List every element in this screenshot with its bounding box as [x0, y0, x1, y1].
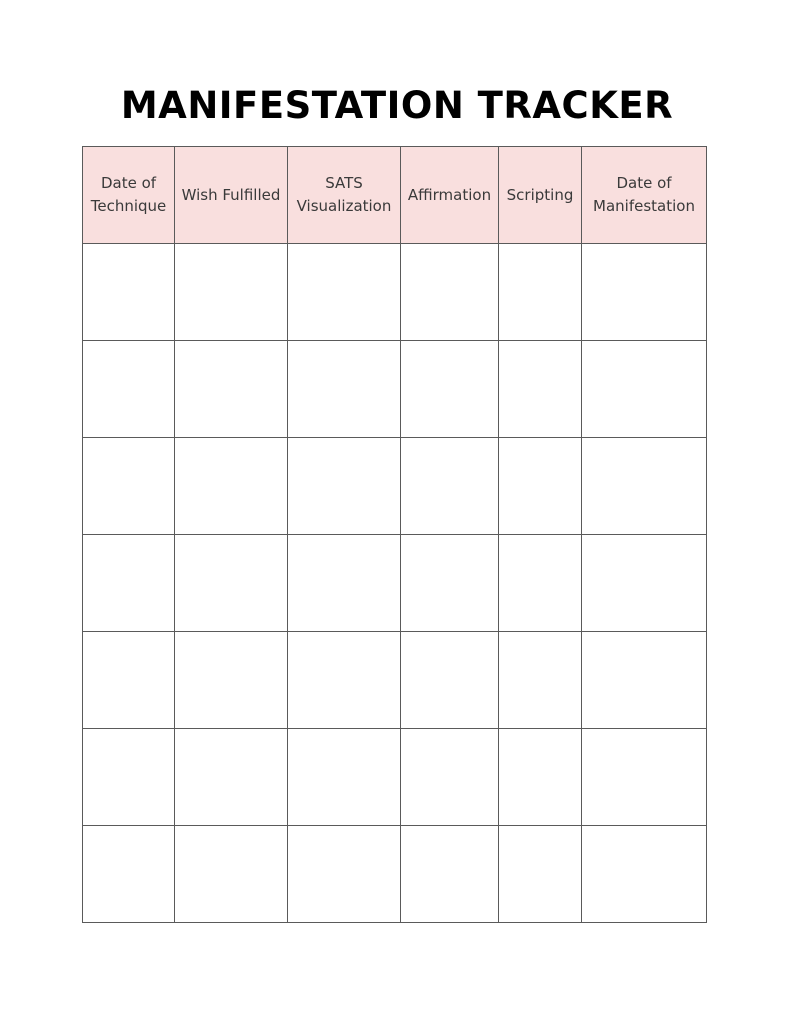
table-cell[interactable] [175, 729, 288, 826]
header-label: Affirmation [407, 185, 492, 204]
page-title: MANIFESTATION TRACKER [120, 84, 674, 127]
table-cell[interactable] [175, 632, 288, 729]
table-cell[interactable] [582, 826, 707, 923]
header-affirmation [401, 147, 499, 244]
table-cell[interactable] [401, 438, 499, 535]
table-row [83, 535, 707, 632]
table-cell[interactable] [499, 341, 582, 438]
table-cell[interactable] [582, 438, 707, 535]
table-cell[interactable] [83, 438, 175, 535]
table-cell[interactable] [401, 729, 499, 826]
table-cell[interactable] [175, 535, 288, 632]
table-cell[interactable] [288, 535, 401, 632]
header-label: Date of Manifestation [593, 174, 695, 215]
header-label: SATS Visualization [296, 174, 392, 215]
header-scripting [499, 147, 582, 244]
table-cell[interactable] [499, 729, 582, 826]
table-cell[interactable] [83, 244, 175, 341]
table-cell[interactable] [175, 244, 288, 341]
table-body [83, 244, 707, 923]
table-cell[interactable] [499, 826, 582, 923]
table-cell[interactable] [288, 438, 401, 535]
header-row [83, 147, 707, 244]
table-cell[interactable] [499, 535, 582, 632]
header-label: Date of Technique [90, 174, 167, 215]
table-cell[interactable] [499, 438, 582, 535]
table-cell[interactable] [582, 729, 707, 826]
table-cell[interactable] [582, 632, 707, 729]
table-cell[interactable] [175, 341, 288, 438]
table-cell[interactable] [83, 341, 175, 438]
table-cell[interactable] [499, 632, 582, 729]
table-cell[interactable] [401, 244, 499, 341]
header-sats-visualization [288, 147, 401, 244]
table-cell[interactable] [288, 244, 401, 341]
header-wish-fulfilled [175, 147, 288, 244]
header-date-of-technique [83, 147, 175, 244]
table-cell[interactable] [83, 632, 175, 729]
table-cell[interactable] [83, 535, 175, 632]
header-label: Wish Fulfilled [181, 185, 281, 204]
table-cell[interactable] [83, 729, 175, 826]
table-cell[interactable] [401, 535, 499, 632]
table-cell[interactable] [175, 438, 288, 535]
table-cell[interactable] [175, 826, 288, 923]
table-row [83, 438, 707, 535]
table-cell[interactable] [499, 244, 582, 341]
table-cell[interactable] [582, 244, 707, 341]
table-cell[interactable] [401, 826, 499, 923]
table-row [83, 632, 707, 729]
header-label: Scripting [506, 185, 574, 204]
table-cell[interactable] [288, 826, 401, 923]
table-cell[interactable] [401, 632, 499, 729]
table-row [83, 729, 707, 826]
table-cell[interactable] [401, 341, 499, 438]
table-row [83, 341, 707, 438]
table-row [83, 244, 707, 341]
table-row [83, 826, 707, 923]
table-cell[interactable] [582, 535, 707, 632]
manifestation-table [82, 146, 707, 923]
table-cell[interactable] [288, 632, 401, 729]
table-cell[interactable] [582, 341, 707, 438]
header-date-of-manifestation [582, 147, 707, 244]
table-cell[interactable] [288, 729, 401, 826]
table-cell[interactable] [83, 826, 175, 923]
table-cell[interactable] [288, 341, 401, 438]
